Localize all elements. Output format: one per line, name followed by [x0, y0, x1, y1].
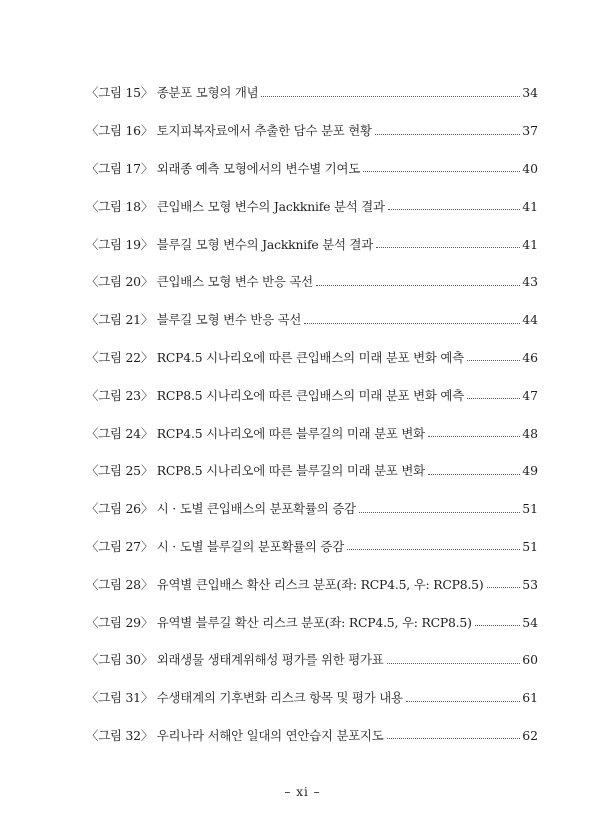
toc-entry-page-number: 44 [522, 312, 538, 328]
toc-entry[interactable] [86, 591, 538, 629]
toc-entry[interactable] [86, 402, 538, 440]
toc-entry-page-number: 62 [522, 727, 538, 743]
toc-entry-title: 〈그림 21〉 블루길 모형 변수 반응 곡선 [86, 312, 302, 328]
toc-entry-page-number: 61 [522, 690, 538, 706]
dot-leader [376, 247, 520, 248]
dot-leader [304, 323, 520, 324]
toc-entry-page-number: 53 [522, 576, 538, 592]
toc-entry[interactable] [86, 364, 538, 402]
toc-entry[interactable] [86, 440, 538, 478]
toc-entry-title: 〈그림 24〉 RCP4.5 시나리오에 따른 블루길의 미래 분포 변화 [86, 425, 425, 441]
toc-entry[interactable] [86, 327, 538, 365]
dot-leader [363, 171, 520, 172]
toc-entry[interactable] [86, 175, 538, 213]
dot-leader [359, 512, 520, 513]
toc-entry-title: 〈그림 32〉 우리나라 서해안 일대의 연안습지 분포지도 [86, 727, 384, 743]
dot-leader [388, 209, 520, 210]
dot-leader [387, 663, 521, 664]
toc-entry-page-number: 41 [522, 236, 538, 252]
toc-entry[interactable] [86, 62, 538, 100]
toc-entry-title: 〈그림 25〉 RCP8.5 시나리오에 따른 블루길의 미래 분포 변화 [86, 463, 425, 479]
page-number-footer: – xi – [284, 785, 321, 799]
toc-entry-page-number: 51 [522, 538, 538, 554]
toc-entry[interactable] [86, 100, 538, 138]
toc-entry[interactable] [86, 478, 538, 516]
toc-entry[interactable] [86, 705, 538, 743]
toc-entry[interactable] [86, 553, 538, 591]
dot-leader [406, 701, 520, 702]
figure-list [86, 62, 538, 742]
toc-entry-page-number: 43 [522, 274, 538, 290]
dot-leader [467, 360, 520, 361]
toc-entry-page-number: 37 [522, 123, 538, 139]
toc-entry[interactable] [86, 516, 538, 554]
dot-leader [261, 96, 520, 97]
toc-entry-title: 〈그림 31〉 수생태계의 기후변화 리스크 항목 및 평가 내용 [86, 690, 403, 706]
toc-entry-title: 〈그림 16〉 토지피복자료에서 추출한 담수 분포 현황 [86, 123, 372, 139]
toc-entry-title: 〈그림 28〉 유역별 큰입배스 확산 리스크 분포(좌: RCP4.5, 우: RCP8.5) [86, 576, 484, 592]
toc-entry[interactable] [86, 289, 538, 327]
dot-leader [428, 436, 520, 437]
toc-entry-title: 〈그림 29〉 유역별 블루길 확산 리스크 분포(좌: RCP4.5, 우: RCP8.5) [86, 614, 472, 630]
toc-entry-title: 〈그림 22〉 RCP4.5 시나리오에 따른 큰입배스의 미래 분포 변화 예측 [86, 349, 464, 365]
toc-entry-title: 〈그림 18〉 큰입배스 모형 변수의 Jackknife 분석 결과 [86, 198, 385, 214]
dot-leader [316, 285, 520, 286]
toc-entry-title: 〈그림 23〉 RCP8.5 시나리오에 따른 큰입배스의 미래 분포 변화 예측 [86, 387, 464, 403]
dot-leader [487, 587, 521, 588]
toc-entry-title: 〈그림 17〉 외래종 예측 모형에서의 변수별 기여도 [86, 160, 361, 176]
dot-leader [467, 398, 520, 399]
toc-entry-page-number: 34 [522, 85, 538, 101]
toc-entry-title: 〈그림 27〉 시 · 도별 블루길의 분포확률의 증감 [86, 538, 344, 554]
dot-leader [475, 625, 520, 626]
dot-leader [375, 134, 520, 135]
toc-entry-page-number: 48 [522, 425, 538, 441]
toc-entry-title: 〈그림 19〉 블루길 모형 변수의 Jackknife 분석 결과 [86, 236, 374, 252]
toc-entry[interactable] [86, 629, 538, 667]
toc-entry-page-number: 47 [522, 387, 538, 403]
dot-leader [387, 738, 521, 739]
toc-entry-page-number: 54 [522, 614, 538, 630]
toc-entry-title: 〈그림 26〉 시 · 도별 큰입배스의 분포확률의 증감 [86, 501, 356, 517]
toc-entry-page-number: 46 [522, 349, 538, 365]
toc-entry-page-number: 40 [522, 160, 538, 176]
toc-entry-title: 〈그림 20〉 큰입배스 모형 변수 반응 곡선 [86, 274, 313, 290]
toc-entry-page-number: 60 [522, 652, 538, 668]
toc-entry[interactable] [86, 667, 538, 705]
toc-entry-title: 〈그림 30〉 외래생물 생태계위해성 평가를 위한 평가표 [86, 652, 384, 668]
dot-leader [347, 549, 520, 550]
toc-entry-title: 〈그림 15〉 종분포 모형의 개념 [86, 85, 259, 101]
toc-entry-page-number: 41 [522, 198, 538, 214]
dot-leader [428, 474, 520, 475]
toc-entry[interactable] [86, 213, 538, 251]
toc-entry[interactable] [86, 251, 538, 289]
toc-entry-page-number: 51 [522, 501, 538, 517]
toc-entry[interactable] [86, 138, 538, 176]
toc-entry-page-number: 49 [522, 463, 538, 479]
